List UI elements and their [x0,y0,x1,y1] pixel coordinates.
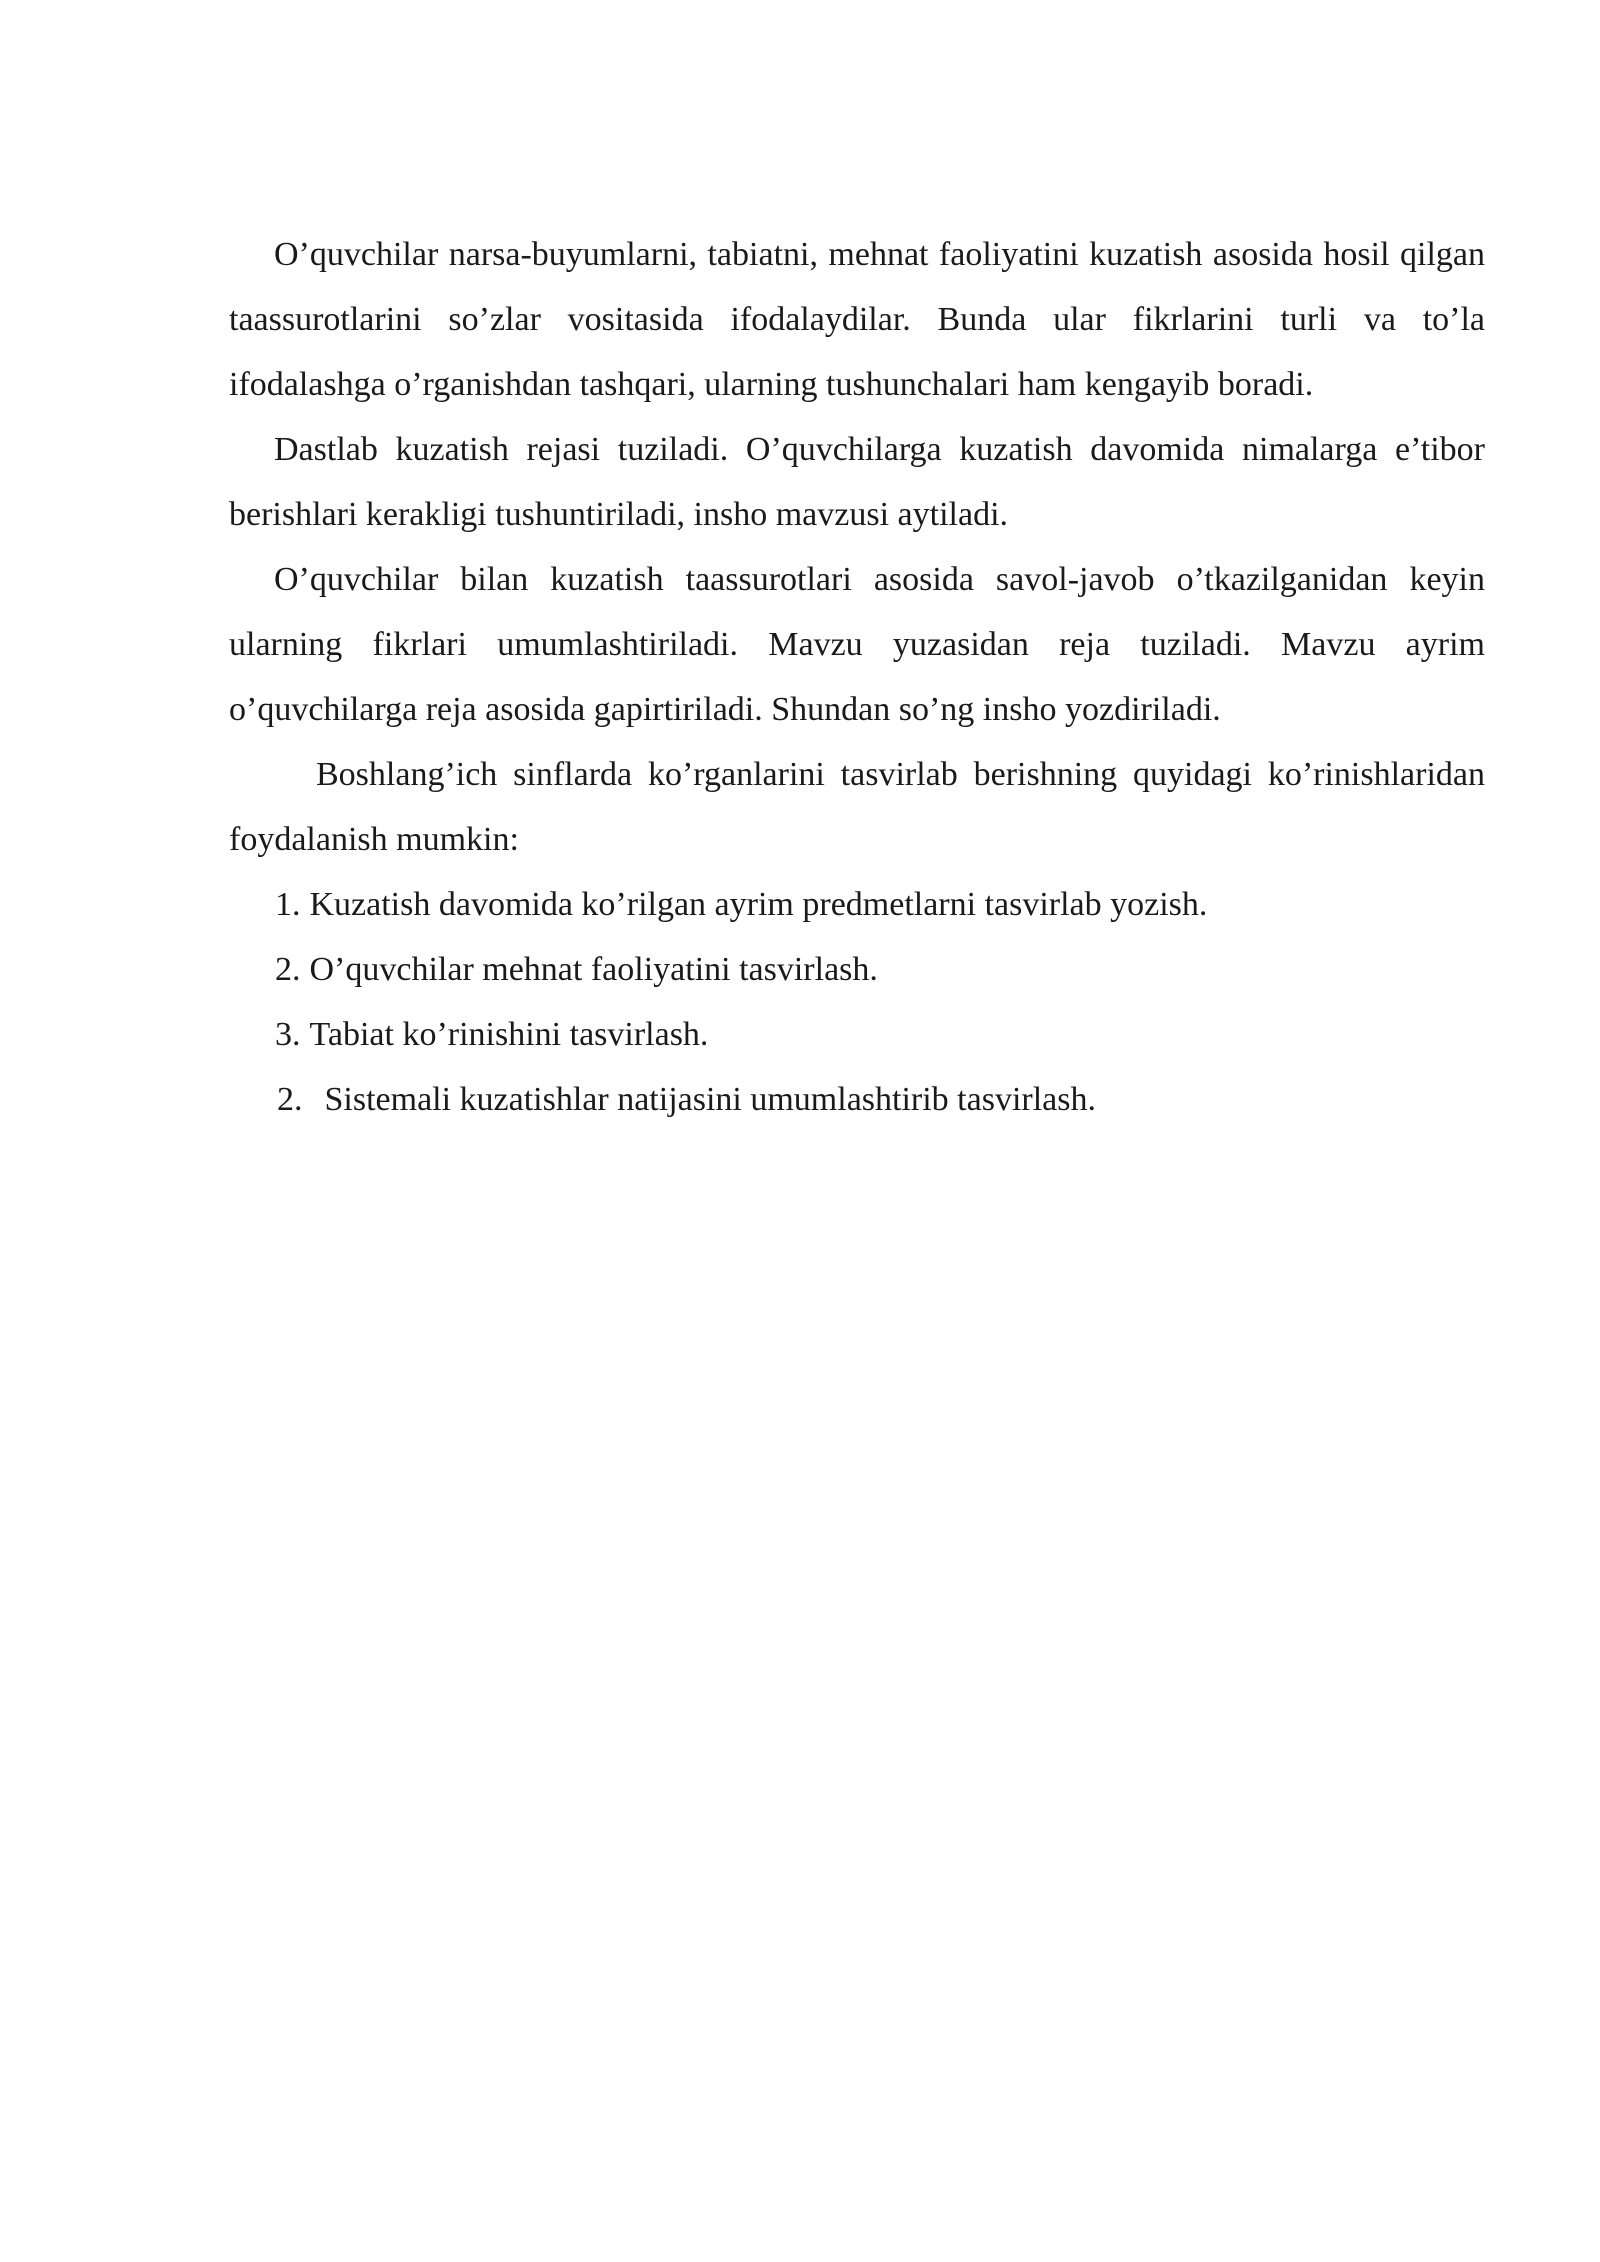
list-item-number: 2. [275,951,301,988]
list-item-text: Sistemali kuzatishlar natijasini umumlashtirib tasvirlash. [324,1081,1096,1118]
paragraph-list-intro: Boshlang’ich sinflarda ko’rganlarini tasvirlab berishning quyidagi ko’rinishlaridan foydalanish mumkin: [229,756,1485,858]
list-item-number: 3. [275,1016,301,1053]
list-item-number: 1. [275,886,301,923]
list-item-text: Tabiat ko’rinishini tasvirlash. [309,1016,709,1053]
description-types-list [229,872,1485,1132]
list-item [229,1002,1485,1067]
paragraph-discussion: O’quvchilar bilan kuzatish taassurotlari asosida savol-javob o’tkazilganidan keyin ularning fikrlari umumlashtiriladi. Mavzu yuzasidan reja tuziladi. Mavzu ayrim o’quvchilarga reja asosida gapirtiriladi. Shundan so’ng insho yozdiriladi. [229,561,1485,728]
list-item [229,1067,1485,1132]
list-item-text: O’quvchilar mehnat faoliyatini tasvirlash. [309,951,878,988]
list-item-text: Kuzatish davomida ko’rilgan ayrim predmetlarni tasvirlab yozish. [309,886,1208,923]
list-item [229,937,1485,1002]
paragraph-observation-impressions: O’quvchilar narsa-buyumlarni, tabiatni, mehnat faoliyatini kuzatish asosida hosil qilgan taassurotlarini so’zlar vositasida ifodalaydilar. Bunda ular fikrlarini turli va to’la ifodalashga o’rganishdan tashqari, ularning tushunchalari ham kengayib boradi. [229,236,1485,403]
paragraph-observation-plan: Dastlab kuzatish rejasi tuziladi. O’quvchilarga kuzatish davomida nimalarga e’tibor berishlari kerakligi tushuntiriladi, insho mavzusi aytiladi. [229,431,1485,533]
list-item [229,872,1485,937]
list-item-number: 2. [277,1081,303,1118]
document-body [229,222,1485,1132]
